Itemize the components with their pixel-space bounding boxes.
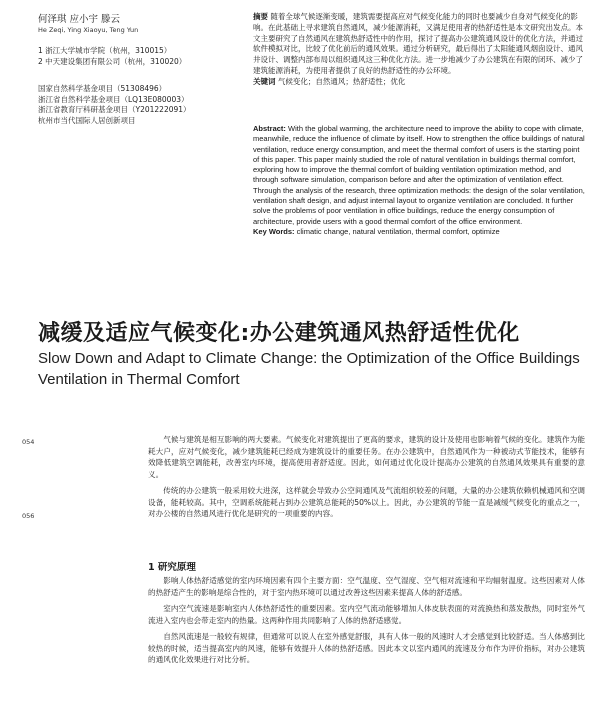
intro-text: [148, 434, 585, 525]
section-heading: 1 研究原理: [148, 562, 196, 573]
keywords-cn-label: 关键词: [253, 76, 276, 86]
keywords-cn: 气候变化；自然通风；热舒适性；优化: [277, 76, 406, 86]
affiliations: [38, 46, 248, 67]
section-para: 自然风流速是一般较有规律，但通常可以说人在室外感觉舒服，具有人体一般的风速时人才会感觉到比较舒适。当人体感到比较热的时候，适当提高室内的风速，能够有效提升人体的热舒适感。因此本文以室内通风的流速及分布作为评价指标，对办公建筑的通风优化效果进行对比分析。: [148, 632, 585, 664]
section-text: [148, 575, 585, 671]
intro-para: 传统的办公建筑一般采用较大进深，这样就会导致办公空间通风及气流组织较差的问题，大量的办公建筑依赖机械通风和空调设备，能耗较高。其中，空调系统能耗占到办公建筑总能耗的50%以上。因此，办公建筑的节能一直是减缓气候变化的重点之一，对办公楼的自然通风进行优化是研究的一项重要的内容。: [148, 486, 585, 518]
title-cn: 减缓及适应气候变化:办公建筑通风热舒适性优化: [38, 321, 520, 346]
funding-2: 浙江省自然科学基金项目（LQ13E080003）: [38, 94, 189, 104]
funding-list: [38, 84, 248, 126]
abstract-en: [253, 124, 586, 237]
author-block: [38, 14, 238, 35]
title-en: Slow Down and Adapt to Climate Change: the Optimization of the Office Buildings Ventilation in Thermal Comfort: [38, 350, 580, 388]
keywords-en: climatic change, natural ventilation, thermal comfort, optimize: [296, 226, 500, 236]
funding-1: 国家自然科学基金项目（51308496）: [38, 84, 167, 93]
author-names-en: He Zeqi, Ying Xiaoyu, Teng Yun: [38, 26, 139, 34]
author-names-cn: 何泽琪 应小宇 滕云: [38, 14, 121, 25]
section-para: 室内空气流速是影响室内人体热舒适性的重要因素。室内空气流动能够增加人体皮肤表面的对流换热和蒸发散热，同时室外气流进入室内也会带走室内的热量。这两种作用共同影响了人体的热舒适感觉。: [148, 604, 585, 625]
page-mark-1: 054: [22, 438, 35, 446]
abstract-cn-text: 随着全球气候逐渐变暖，建筑需要提高应对气候变化能力的同时也要减少自身对气候变化的影响。在此基础上寻求建筑自然通风，减少能源消耗，又满足使用者的热舒适性是本文研究出发点。本文主要研究了自然通风在建筑热舒适性中的作用，探讨了提高办公建筑通风设计的优化方法，并通过软件模拟对比，比较了优化前后的通风效果。通过分析研究，最后得出了太阳能通风烟囱设计、通风井设计、调整内部布局以组织通风这三种优化方法。进一步地减少了办公建筑在有限的闭环、减少了建筑能源消耗，为使用者提供了良好的热舒适性的办公环境。: [253, 12, 583, 75]
intro-para: 气候与建筑是相互影响的两大要素。气候变化对建筑提出了更高的要求，建筑的设计及使用也影响着气候的变化。建筑作为能耗大户，应对气候变化，减少建筑能耗已经成为建筑设计的重要任务。在办公建筑中，自然通风作为一种被动式节能技术，能够有效降低建筑空调能耗，改善室内环境，提高使用者舒适度。因此，如何通过优化设计提高办公建筑的自然通风效果具有重要的意义。: [148, 435, 585, 479]
affiliation-2: 2 中天建设集团有限公司（杭州，310020）: [38, 56, 187, 66]
page-mark-2: 056: [22, 512, 35, 520]
keywords-en-label: Key Words:: [253, 226, 295, 236]
abstract-cn-label: 摘要: [253, 12, 268, 21]
funding-3: 浙江省教育厅科研基金项目（Y201222091）: [38, 105, 191, 114]
funding-4: 杭州市当代国际人居创新项目: [38, 115, 136, 125]
abstract-en-text: With the global warming, the architecture need to improve the ability to cope with climate, meanwhile, reduce the influence of climate by itself. How to strengthen the office buildings of natural ventilation, reduce energy consumption, and meet the thermal comfort of users is the starting point of this paper. This paper mainly studied the role of natural ventilation in buildings thermal comfort, exploring how to improve the thermal comfort of building ventilation optimization method, and through software simulation, comparison before and after the optimization of ventilation effect. Through the analysis of the research, three optimization methods: the design of the solar ventilation, ventilation shaft design, and adjust internal layout to organize ventilation are concluded. It further solve the problems of poor ventilation in office buildings, reduce the energy consumption of architecture, provide users with a good thermal comfort of the office environment.: [253, 124, 585, 226]
section-para: 影响人体热舒适感觉的室内环境因素有四个主要方面：空气温度、空气湿度、空气相对流速和平均辐射温度。这些因素对人体的热舒适产生的影响是综合性的，对于室内热环境可以通过改善这些因素来提高人体的舒适感。: [148, 576, 585, 597]
abstract-en-label: Abstract:: [253, 124, 286, 133]
affiliation-1: 1 浙江大学城市学院（杭州，310015）: [38, 46, 172, 55]
abstract-cn: [253, 12, 583, 88]
